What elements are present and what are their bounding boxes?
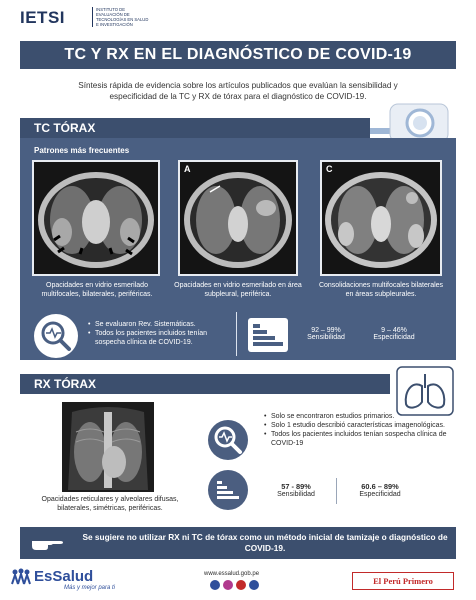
divider bbox=[236, 312, 237, 356]
list-item: • Todos los pacientes incluidos tenían sospecha clínica de COVID-19. bbox=[88, 329, 228, 347]
recommendation-text: Se sugiere no utilizar RX ni TC de tórax como un método inicial de tamizaje o diagnóstico de COVID-19. bbox=[82, 532, 448, 553]
list-item: • Solo 1 estudio describió características imagenológicas. bbox=[264, 421, 454, 430]
rx-sensitivity-value: 57 - 89% bbox=[281, 482, 311, 491]
list-item: • Todos los pacientes incluidos tenían sospecha clínica de COVID-19 bbox=[264, 430, 454, 448]
ct-image-3 bbox=[320, 160, 442, 276]
list-item: • Solo se encontraron estudios primarios. bbox=[264, 412, 454, 421]
tc-sensitivity bbox=[296, 327, 356, 341]
ct-caption-3: Consolidaciones multifocales bilaterales en áreas subpleurales. bbox=[318, 282, 444, 298]
page-title: TC Y RX EN EL DIAGNÓSTICO DE COVID-19 bbox=[20, 41, 456, 69]
website-link[interactable]: www.essalud.gob.pe bbox=[204, 571, 260, 577]
tc-specificity bbox=[360, 327, 428, 341]
twitter-icon[interactable] bbox=[249, 580, 259, 590]
recommendation-banner bbox=[20, 527, 456, 559]
tc-sensitivity-label: Sensibilidad bbox=[307, 334, 345, 341]
bar-chart-icon bbox=[248, 318, 288, 352]
tc-section-title: TC TÓRAX bbox=[20, 118, 370, 138]
ct-image-3-label: C bbox=[326, 164, 333, 174]
ietsi-logo: IETSI bbox=[20, 8, 66, 27]
essalud-tagline: Más y mejor para ti bbox=[64, 585, 116, 591]
divider bbox=[336, 478, 337, 504]
ct-image-1 bbox=[32, 160, 160, 276]
ietsi-logo-subtitle: INSTITUTO DE EVALUACIÓN DE TECNOLOGÍAS EN SALUD E INVESTIGACIÓN bbox=[92, 7, 152, 27]
ct-image-2-label: A bbox=[184, 164, 191, 174]
lungs-icon bbox=[396, 366, 454, 416]
rx-search-circle bbox=[208, 420, 248, 460]
essalud-logo: EsSalud bbox=[34, 568, 94, 585]
ct-caption-2: Opacidades en vidrio esmerilado en área subpleural, periférica. bbox=[174, 282, 302, 298]
patterns-label: Patrones más frecuentes bbox=[34, 146, 130, 155]
facebook-icon[interactable] bbox=[210, 580, 220, 590]
youtube-icon[interactable] bbox=[236, 580, 246, 590]
rx-specificity-value: 60.6 – 89% bbox=[361, 482, 399, 491]
rx-section-title: RX TÓRAX bbox=[20, 374, 390, 394]
ct-image-2 bbox=[178, 160, 298, 276]
tc-search-circle bbox=[34, 314, 78, 358]
rx-specificity bbox=[340, 482, 420, 498]
rx-chart-circle bbox=[208, 470, 248, 510]
rx-sensitivity bbox=[258, 482, 334, 498]
rx-specificity-label: Especificidad bbox=[359, 491, 401, 498]
bar-chart-icon bbox=[208, 470, 248, 510]
tc-bullet-list bbox=[88, 320, 228, 347]
ct-caption-1: Opacidades en vidrio esmerilado multifocales, bilaterales, periféricas. bbox=[41, 282, 153, 298]
tc-specificity-label: Especificidad bbox=[373, 334, 415, 341]
peru-primero-logo: El Perú Primero bbox=[352, 572, 454, 590]
rx-bullet-list bbox=[264, 412, 454, 448]
magnifier-icon bbox=[34, 314, 78, 358]
instagram-icon[interactable] bbox=[223, 580, 233, 590]
intro-text: Síntesis rápida de evidencia sobre los artículos publicados que evalúan la sensibilidad y especificidad de la TC y RX de tórax para el diagnóstico de COVID-19. bbox=[78, 81, 398, 101]
tc-specificity-value: 9 – 46% bbox=[381, 327, 407, 334]
pointing-hand-icon bbox=[30, 533, 64, 553]
tc-sensitivity-value: 92 – 99% bbox=[311, 327, 341, 334]
list-item: • Se evaluaron Rev. Sistemáticas. bbox=[88, 320, 228, 329]
magnifier-icon bbox=[208, 420, 248, 460]
rx-caption: Opacidades reticulares y alveolares difusas, bilaterales, simétricas, periféricas. bbox=[41, 496, 179, 512]
rx-image bbox=[62, 402, 154, 492]
rx-sensitivity-label: Sensibilidad bbox=[277, 491, 315, 498]
essalud-logo-icon bbox=[10, 568, 32, 586]
